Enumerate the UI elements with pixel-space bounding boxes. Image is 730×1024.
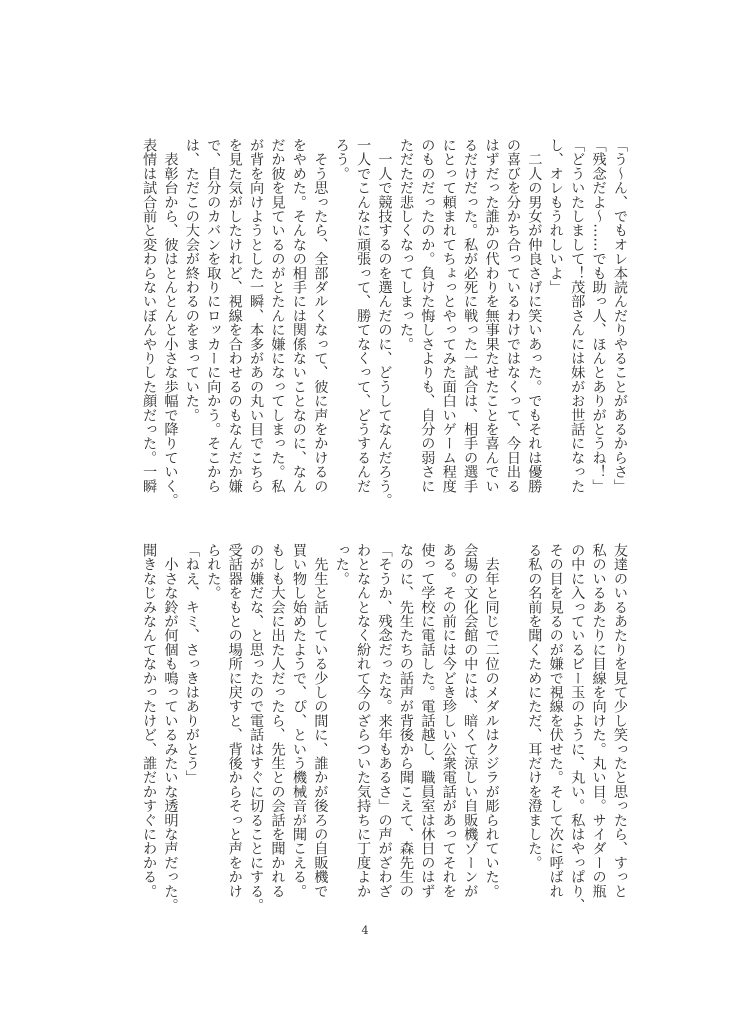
- text-block-upper: [138, 138, 630, 510]
- text-line: なのに、先生たちの話声が背後から聞こえて、森先生の: [397, 543, 414, 898]
- text-line: は、ただこの大会が終わるのをまっていた。: [183, 138, 200, 422]
- text-line: [502, 543, 523, 915]
- text-line: 会場の文化会館の中には、暗くて涼しい自販機ゾーンが: [462, 543, 479, 898]
- text-line: 一人でこんなに頑張って、勝てなくって、どうするんだ: [355, 138, 372, 493]
- text-line: 一人で競技するのを選んだのに、どうしてなんだろう。: [376, 138, 393, 508]
- text-line: ろう。: [333, 138, 350, 181]
- text-line: 小さな鈴が何個も鳴っているみたいな透明な声だった。: [162, 543, 179, 913]
- text-line: 去年と同じで二位のメダルはクジラが彫られていた。: [483, 543, 500, 898]
- text-line: のが嫌だな、と思ったので電話はすぐに切ることにする。: [248, 543, 265, 913]
- text-line: の中に入っているビー玉のように、丸い。私はやっぱり、: [569, 543, 586, 913]
- page-number: 4: [361, 924, 369, 937]
- text-line: そう思ったら、全部ダルくなって、彼に声をかけるの: [312, 138, 329, 493]
- text-line: だか彼を見ているのがとたんに嫌になってしまった。私: [269, 138, 286, 493]
- text-line: 「残念だよ〜……でも助っ人、ほんとありがとうね！」: [590, 138, 607, 493]
- text-line: の喜びを分かち合っているわけではなくって、今日出る: [504, 138, 521, 493]
- text-line: を見た気がしたけれど、視線を合わせるのもなんだか嫌: [226, 138, 243, 493]
- text-line: 「どういたしまして！茂部さんには妹がお世話になった: [569, 138, 586, 493]
- text-line: 先生と話している少しの間に、誰かが後ろの自販機で: [312, 543, 329, 898]
- text-line: 私のいるあたりに目線を向けた。丸い目。サイダーの瓶: [590, 543, 607, 898]
- text-line: が背を向けようとした一瞬、本多があの丸い目でこちら: [248, 138, 265, 493]
- text-line: 表情は試合前と変わらないぼんやりした顔だった。一瞬: [141, 138, 158, 493]
- text-line: 「う〜ん、でもオレ本読んだりやることがあるからさ」: [612, 138, 628, 493]
- text-line: のものだったのか。負けた悔しさよりも、自分の弱さに: [419, 138, 436, 493]
- text-line: 買い物し始めたようで、ぴ、という機械音が聞こえる。: [290, 543, 307, 898]
- text-line: その目を見るのが嫌で視線を伏せた。そして次に呼ばれ: [547, 543, 564, 898]
- text-line: った。: [333, 543, 350, 586]
- text-line: 「ねえ、キミ、さっきはありがとう」: [183, 543, 200, 785]
- text-line: はずだった誰かの代わりを無事果たせたことを喜んでい: [483, 138, 500, 493]
- text-line: 表彰台から、彼はとんとんと小さな歩幅で降りていく。: [162, 138, 179, 508]
- text-line: ただただ悲しくなってしまった。: [397, 138, 414, 351]
- text-line: 聞きなじみなんてなかったけど、誰だかすぐにわかる。: [141, 543, 158, 898]
- text-line: 使って学校に電話した。電話越し、職員室は休日のはず: [419, 543, 436, 898]
- text-line: る私の名前を聞くためにただ、耳だけを澄ました。: [526, 543, 543, 870]
- text-line: られた。: [205, 543, 222, 600]
- text-line: で、自分のカバンを取りにロッカーに向かう。そこから: [205, 138, 222, 493]
- text-line: をやめた。そんなの相手には関係ないことなのに、なん: [290, 138, 307, 493]
- text-line: にとって頼まれてちょっとやってみた面白いゲーム程度: [440, 138, 457, 493]
- text-line: 受話器をもとの場所に戻すと、背後からそっと声をかけ: [226, 543, 243, 898]
- text-line: し、オレもうれしいよ」: [547, 138, 564, 295]
- text-line: 二人の男女が仲良さげに笑いあった。でもそれは優勝: [526, 138, 543, 493]
- text-line: 友達のいるあたりを見て少し笑ったと思ったら、すっと: [612, 543, 628, 898]
- text-line: わとなんとなく紛れて今のざらついた気持ちに丁度よか: [355, 543, 372, 898]
- text-block-lower: [138, 543, 630, 915]
- text-line: ある。その前には今どき珍しい公衆電話があってそれを: [440, 543, 457, 898]
- text-line: るだけだった。私が必死に戦った一試合は、相手の選手: [462, 138, 479, 493]
- text-line: もしも大会に出た人だったら、先生との会話を聞かれる: [269, 543, 286, 898]
- text-line: 「そうか、残念だったな。来年もあるさ」の声がざわざ: [376, 543, 393, 898]
